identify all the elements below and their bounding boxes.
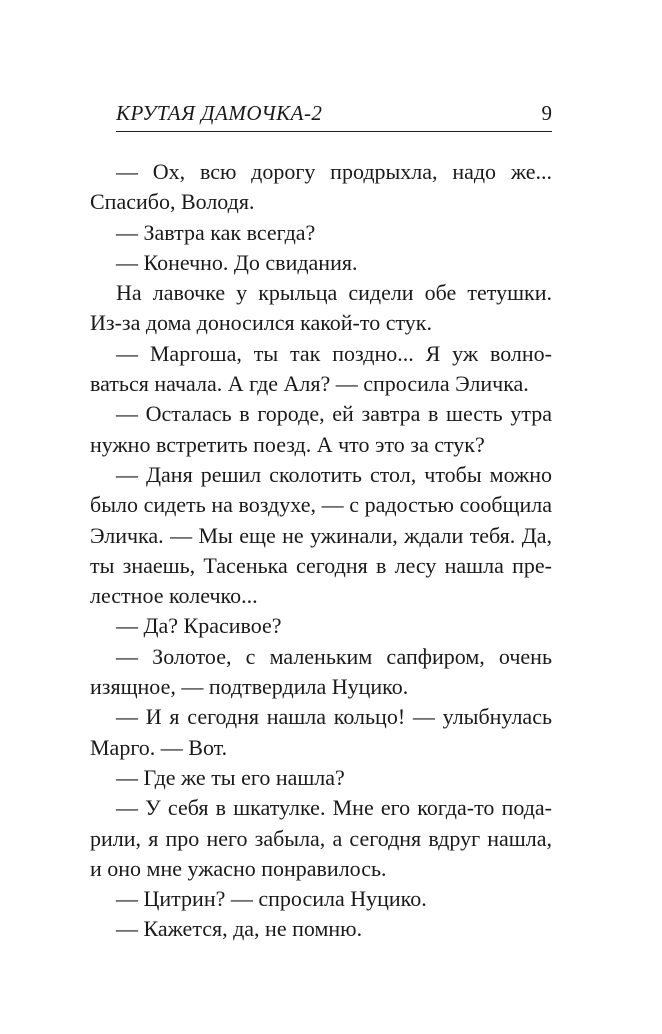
book-title: КРУТАЯ ДАМОЧКА-2	[116, 101, 323, 125]
text-line: рили, я про него забыла, а сегодня вдруг нашла,	[90, 825, 552, 851]
text-line: — Да? Красивое?	[116, 613, 282, 639]
text-line: — Где же ты его нашла?	[116, 764, 345, 790]
header-rule	[116, 131, 552, 132]
text-line: Из-за дома доносился какой-то стук.	[90, 310, 432, 336]
text-block	[90, 157, 552, 945]
text-line: Марго. — Вот.	[90, 734, 228, 760]
text-line: изящное, — подтвердила Нуцико.	[90, 674, 409, 700]
text-line: лестное колечко...	[90, 583, 258, 609]
text-line: и оно мне ужасно понравилось.	[90, 855, 387, 881]
text-line: — Конечно. До свидания.	[116, 249, 358, 275]
text-line: нужно встретить поезд. А что это за стук?	[90, 431, 485, 457]
text-line: Спасибо, Володя.	[90, 189, 255, 215]
text-line: — Цитрин? — спросила Нуцико.	[116, 886, 427, 912]
text-line: — Завтра как всегда?	[116, 219, 316, 245]
text-line: ваться начала. А где Аля? — спросила Эличка.	[90, 371, 529, 397]
running-head	[116, 100, 552, 130]
text-line: ты знаешь, Тасенька сегодня в лесу нашла пре-	[90, 552, 552, 578]
text-line: — Золотое, с маленьким сапфиром, очень	[116, 643, 552, 669]
text-line: Эличка. — Мы еще не ужинали, ждали тебя. Да,	[90, 522, 552, 548]
page-number: 9	[541, 101, 552, 125]
text-line: было сидеть на воздухе, — с радостью сообщила	[90, 492, 552, 518]
text-line: — У себя в шкатулке. Мне его когда-то пода-	[116, 795, 552, 821]
text-line: На лавочке у крыльца сидели обе тетушки.	[116, 280, 552, 306]
text-line: — Маргоша, ты так поздно... Я уж волно-	[116, 340, 552, 366]
text-line: — Даня решил сколотить стол, чтобы можно	[116, 461, 552, 487]
text-line: — Осталась в городе, ей завтра в шесть утра	[116, 401, 552, 427]
text-line: — Кажется, да, не помню.	[116, 916, 363, 942]
text-line: — И я сегодня нашла кольцо! — улыбнулась	[116, 704, 552, 730]
text-line: — Ох, всю дорогу продрыхла, надо же...	[116, 159, 552, 184]
